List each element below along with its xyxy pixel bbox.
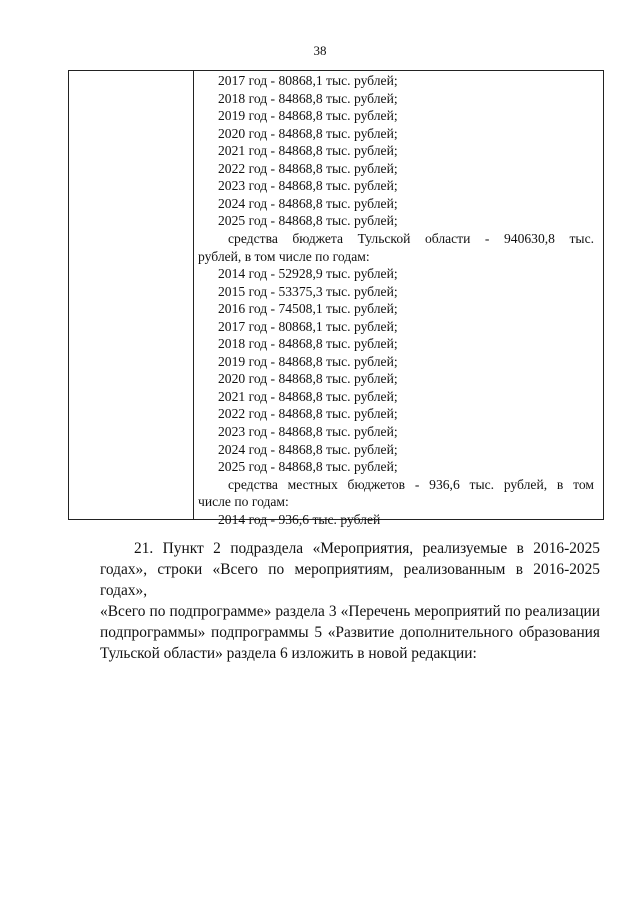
table-line: 2020 год - 84868,8 тыс. рублей;	[218, 371, 398, 387]
table-line: 2014 год - 52928,9 тыс. рублей;	[218, 266, 398, 282]
table-right-column	[194, 71, 603, 527]
table-line: 2024 год - 84868,8 тыс. рублей;	[218, 195, 398, 211]
table-line: средства местных бюджетов - 936,6 тыс. рублей, в том	[228, 476, 594, 492]
body-line: 21. Пункт 2 подраздела «Мероприятия, реализуемые в 2016-2025	[134, 540, 600, 557]
table-line: 2018 год - 84868,8 тыс. рублей;	[218, 336, 398, 352]
table-line: 2019 год - 84868,8 тыс. рублей;	[218, 353, 398, 369]
table-line: 2019 год - 84868,8 тыс. рублей;	[218, 108, 398, 124]
body-line: «Всего по подпрограмме» раздела 3 «Перечень мероприятий по реализации	[100, 603, 600, 620]
table-line: 2020 год - 84868,8 тыс. рублей;	[218, 125, 398, 141]
table-line: 2024 год - 84868,8 тыс. рублей;	[218, 441, 398, 457]
table-line: 2016 год - 74508,1 тыс. рублей;	[218, 301, 398, 317]
table-left-column	[69, 71, 194, 519]
table-line: 2022 год - 84868,8 тыс. рублей;	[218, 406, 398, 422]
table-line: 2025 год - 84868,8 тыс. рублей;	[218, 213, 398, 229]
table-line: средства бюджета Тульской области - 940630,8 тыс.	[228, 230, 594, 246]
table-line: 2021 год - 84868,8 тыс. рублей;	[218, 388, 398, 404]
table-line: 2023 год - 84868,8 тыс. рублей;	[218, 178, 398, 194]
table-line: 2015 год - 53375,3 тыс. рублей;	[218, 283, 398, 299]
table-line: 2018 год - 84868,8 тыс. рублей;	[218, 90, 398, 106]
table-line: 2014 год - 936,6 тыс. рублей	[218, 511, 381, 527]
table-line: 2017 год - 80868,1 тыс. рублей;	[218, 73, 398, 88]
table-line: 2021 год - 84868,8 тыс. рублей;	[218, 143, 398, 159]
body-line: годах», строки «Всего по мероприятиям, реализованным в 2016-2025 годах»,	[100, 561, 600, 599]
page-number: 38	[313, 43, 327, 58]
table-line: 2025 год - 84868,8 тыс. рублей;	[218, 459, 398, 475]
body-line: подпрограммы» подпрограммы 5 «Развитие дополнительного образования	[100, 624, 600, 641]
table-line: 2022 год - 84868,8 тыс. рублей;	[218, 160, 398, 176]
table-line: числе по годам:	[198, 494, 289, 510]
body-line: Тульской области» раздела 6 изложить в новой редакции:	[100, 645, 477, 662]
body-paragraph	[100, 538, 600, 664]
table-line: 2017 год - 80868,1 тыс. рублей;	[218, 318, 398, 334]
financing-table	[68, 70, 604, 527]
table-line: 2023 год - 84868,8 тыс. рублей;	[218, 424, 398, 439]
table-line: рублей, в том числе по годам:	[198, 248, 370, 264]
